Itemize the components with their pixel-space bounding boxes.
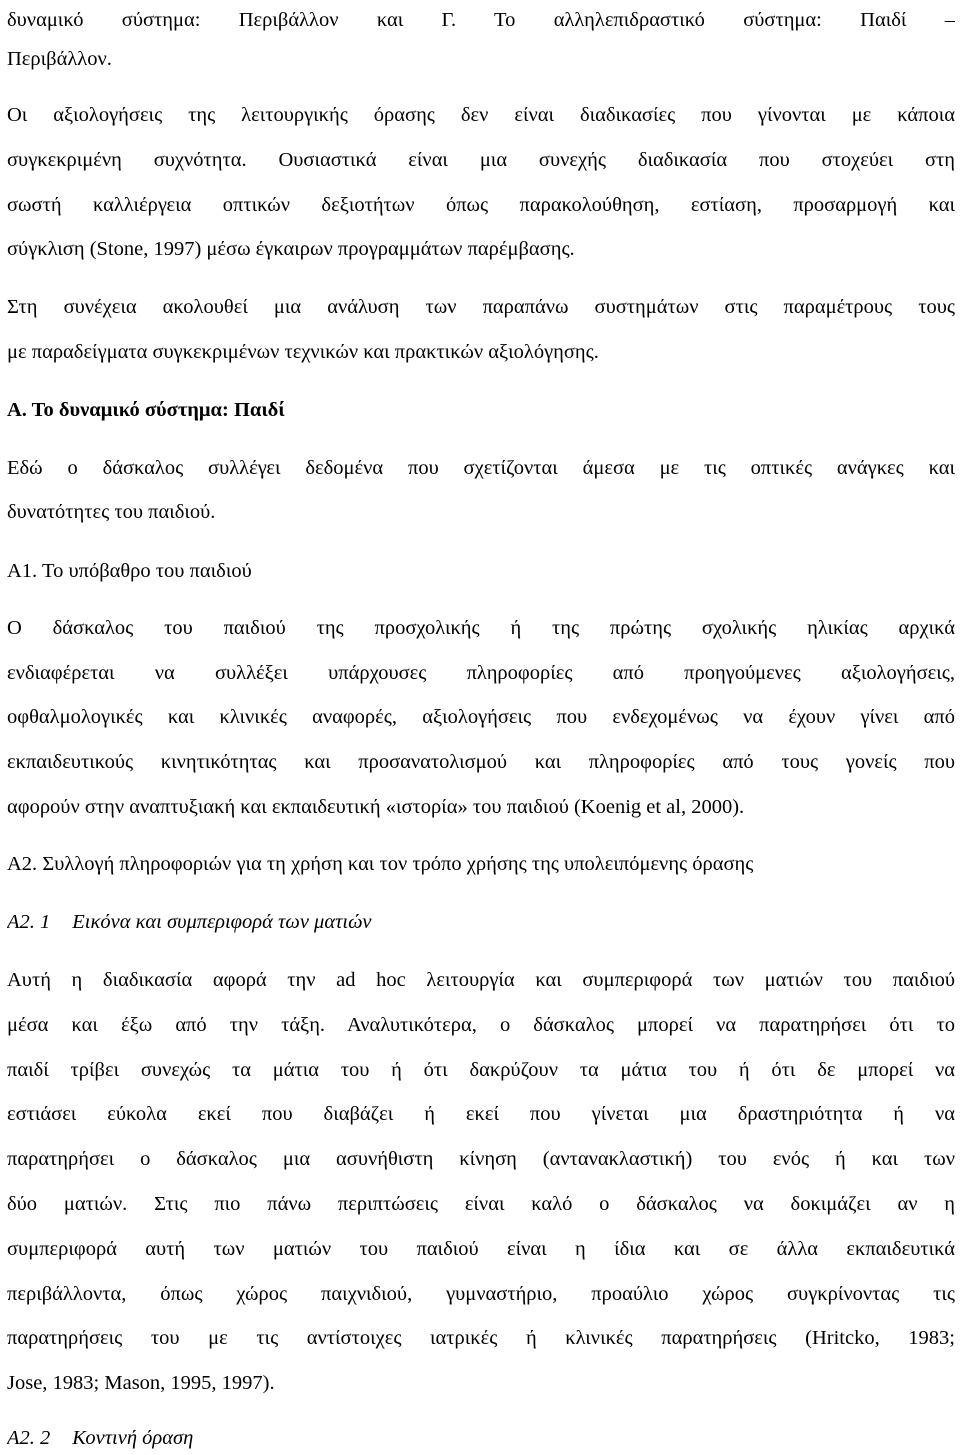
section-heading-a2 bbox=[7, 849, 955, 879]
section-heading-a2-2 bbox=[7, 1423, 955, 1453]
paragraph-line: συμπεριφορά αυτή των ματιών του παιδιού είναι η ίδια και σε άλλα εκπαιδευτικά bbox=[7, 1238, 955, 1260]
section-label: Α2. bbox=[7, 853, 38, 875]
paragraph-line: Οι αξιολογήσεις της λειτουργικής όρασης δεν είναι διαδικασίες που γίνονται με κάποια bbox=[7, 104, 955, 126]
paragraph-line: Jose, 1983; Mason, 1995, 1997). bbox=[7, 1372, 275, 1394]
section-title: Εικόνα και συμπεριφορά των ματιών bbox=[72, 911, 372, 933]
section-title: Κοντινή όραση bbox=[72, 1427, 194, 1449]
section-heading-a1 bbox=[7, 556, 955, 586]
paragraph-line: αφορούν στην αναπτυξιακή και εκπαιδευτική «ιστορία» του παιδιού (Koenig et al, 2000). bbox=[7, 796, 745, 818]
section-title: Συλλογή πληροφοριών για τη χρήση και τον τρόπο χρήσης της υπολειπόμενης όρασης bbox=[42, 853, 754, 875]
paragraph-line: Στη συνέχεια ακολουθεί μια ανάλυση των παραπάνω συστημάτων στις παραμέτρους τους bbox=[7, 296, 955, 318]
paragraph-line: σύγκλιση (Stone, 1997) μέσω έγκαιρων προγραμμάτων παρέμβασης. bbox=[7, 238, 575, 260]
paragraph-line: παιδί τρίβει συνεχώς τα μάτια του ή ότι δακρύζουν τα μάτια του ή ότι δε μπορεί να bbox=[7, 1059, 955, 1081]
paragraph-line: μέσα και έξω από την τάξη. Αναλυτικότερα, ο δάσκαλος μπορεί να παρατηρήσει ότι το bbox=[7, 1014, 955, 1036]
section-label: Α2. 1 bbox=[7, 911, 51, 933]
paragraph-line: σωστή καλλιέργεια οπτικών δεξιοτήτων όπως παρακολούθηση, εστίαση, προσαρμογή και bbox=[7, 194, 955, 216]
paragraph-line: εστιάσει εύκολα εκεί που διαβάζει ή εκεί που γίνεται μια δραστηριότητα ή να bbox=[7, 1103, 955, 1125]
paragraph-line: δυναμικό σύστημα: Περιβάλλον και Γ. Το αλληλεπιδραστικό σύστημα: Παιδί – bbox=[7, 9, 955, 31]
paragraph-line: ενδιαφέρεται να συλλέξει υπάρχουσες πληροφορίες από προηγούμενες αξιολογήσεις, bbox=[7, 662, 955, 684]
paragraph-line: Περιβάλλον. bbox=[7, 48, 112, 70]
paragraph-line: παρατηρήσεις του με τις αντίστοιχες ιατρικές ή κλινικές παρατηρήσεις (Hritcko, 1983; bbox=[7, 1327, 955, 1349]
paragraph-line: Αυτή η διαδικασία αφορά την ad hoc λειτουργία και συμπεριφορά των ματιών του παιδιού bbox=[7, 969, 955, 991]
paragraph-line: δυνατότητες του παιδιού. bbox=[7, 501, 216, 523]
paragraph-line: οφθαλμολογικές και κλινικές αναφορές, αξιολογήσεις που ενδεχομένως να έχουν γίνει από bbox=[7, 706, 955, 728]
paragraph-line: παρατηρήσει ο δάσκαλος μια ασυνήθιστη κίνηση (αντανακλαστική) του ενός ή και των bbox=[7, 1148, 955, 1170]
paragraph-line: Εδώ ο δάσκαλος συλλέγει δεδομένα που σχετίζονται άμεσα με τις οπτικές ανάγκες και bbox=[7, 457, 955, 479]
section-label: Α2. 2 bbox=[7, 1427, 51, 1449]
paragraph-line: συγκεκριμένη συχνότητα. Ουσιαστικά είναι μια συνεχής διαδικασία που στοχεύει στη bbox=[7, 149, 955, 171]
paragraph-line: Ο δάσκαλος του παιδιού της προσχολικής ή της πρώτης σχολικής ηλικίας αρχικά bbox=[7, 617, 955, 639]
section-heading-a2-1 bbox=[7, 907, 955, 937]
paragraph-line: δύο ματιών. Στις πιο πάνω περιπτώσεις είναι καλό ο δάσκαλος να δοκιμάζει αν η bbox=[7, 1193, 955, 1215]
paragraph-line: με παραδείγματα συγκεκριμένων τεχνικών και πρακτικών αξιολόγησης. bbox=[7, 341, 599, 363]
section-heading-a: Α. Το δυναμικό σύστημα: Παιδί bbox=[7, 399, 285, 421]
section-label: Α1. bbox=[7, 560, 38, 582]
paragraph-line: εκπαιδευτικούς κινητικότητας και προσανατολισμού και πληροφορίες από τους γονείς που bbox=[7, 751, 955, 773]
section-title: Το υπόβαθρο του παιδιού bbox=[41, 560, 252, 582]
paragraph-line: περιβάλλοντα, όπως χώρος παιχνιδιού, γυμναστήριο, προαύλιο χώρος συγκρίνοντας τις bbox=[7, 1283, 955, 1305]
